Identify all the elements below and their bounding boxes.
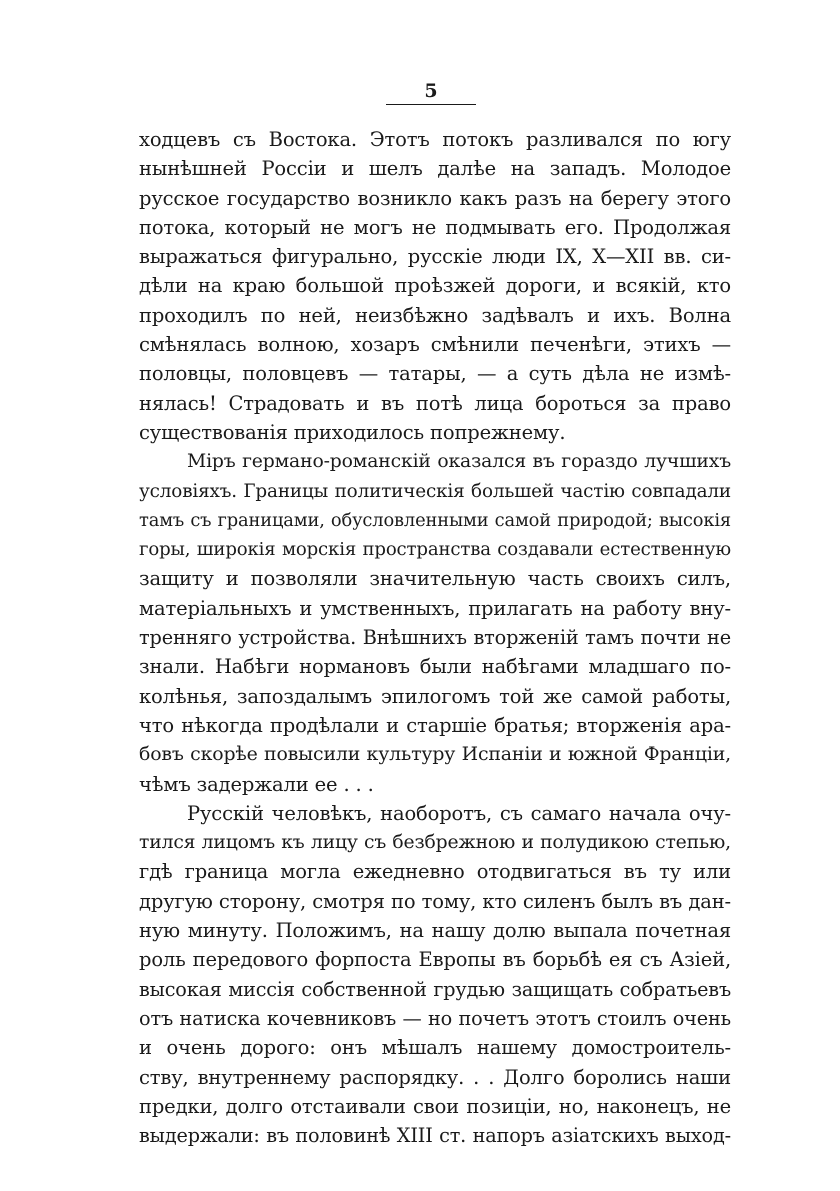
text-line: ную минуту. Положимъ, на нашу долю выпала почетная [139, 919, 731, 943]
text-line: потока, который не могъ не подмывать его. Продолжая [139, 215, 731, 239]
text-line: тился лицомъ къ лицу съ безбрежною и полудикою степью, [139, 832, 731, 854]
text-line: Русскій человѣкъ, наоборотъ, съ самаго начала очу- [187, 801, 731, 825]
text-line: роль передового форпоста Европы въ борьбѣ ея съ Азіей, [139, 948, 731, 972]
body-text [139, 125, 731, 1150]
text-line: нынѣшней Россіи и шелъ далѣе на западъ. Молодое [139, 157, 731, 181]
text-line: половцы, половцевъ — татары, — а суть дѣла не измѣ- [139, 362, 731, 386]
text-line: выдержали: въ половинѣ XIII ст. напоръ азіатскихъ выход- [139, 1124, 731, 1148]
text-line: и очень дорого: онъ мѣшалъ нашему домостроитель- [139, 1036, 731, 1060]
text-line: отъ натиска кочевниковъ — но почетъ этотъ стоилъ очень [139, 1006, 731, 1030]
text-line: чѣмъ задержали ее . . . [139, 772, 374, 796]
text-line: защиту и позволяли значительную часть своихъ силъ, [139, 567, 731, 591]
text-line: тамъ съ границами, обусловленными самой природой; высокія [139, 509, 731, 531]
text-line: матеріальныхъ и умственныхъ, прилагать на работу вну- [139, 596, 731, 620]
text-line: нялась! Страдовать и въ потѣ лица бороться за право [139, 391, 731, 415]
page-number-rule [386, 104, 476, 105]
text-line: бовъ скорѣе повысили культуру Испаніи и южной Франціи, [139, 743, 731, 766]
text-line: дѣли на краю большой проѣзжей дороги, и всякій, кто [139, 274, 731, 298]
text-line: тренняго устройства. Внѣшнихъ вторженій тамъ почти не [139, 626, 731, 650]
text-line: гдѣ граница могла ежедневно отодвигаться въ ту или [139, 860, 731, 884]
text-line: существованія приходилось попрежнему. [139, 420, 566, 444]
text-line: проходилъ по ней, неизбѣжно задѣвалъ и ихъ. Волна [139, 303, 731, 327]
text-line: русское государство возникло какъ разъ на берегу этого [139, 186, 731, 210]
text-line: ству, внутреннему распорядку. . . Долго боролись наши [139, 1065, 731, 1089]
page-number: 5 [424, 80, 438, 102]
text-line: другую сторону, смотря по тому, кто силенъ былъ въ дан- [139, 889, 731, 913]
text-line: высокая миссія собственной грудью защищать собратьевъ [139, 977, 731, 1001]
text-line: условіяхъ. Границы политическія большей частію совпадали [139, 480, 731, 502]
text-line: предки, долго отстаивали свои позиціи, но, наконецъ, не [139, 1094, 731, 1118]
text-line: смѣнялась волною, хозаръ смѣнили печенѣги, этихъ — [139, 333, 731, 357]
text-line: колѣнья, запоздалымъ эпилогомъ той же самой работы, [139, 684, 731, 708]
text-line: Міръ германо-романскій оказался въ гораздо лучшихъ [187, 451, 731, 473]
text-line: знали. Набѣги нормановъ были набѣгами младшаго по- [139, 655, 731, 679]
text-line: что нѣкогда продѣлали и старшіе братья; вторженія ара- [139, 713, 731, 737]
text-line: ходцевъ съ Востока. Этотъ потокъ разливался по югу [139, 128, 731, 151]
text-line: выражаться фигурально, русскіе люди IX, X—XII вв. си- [139, 245, 731, 269]
text-line: горы, широкія морскія пространства создавали естественную [139, 539, 731, 561]
